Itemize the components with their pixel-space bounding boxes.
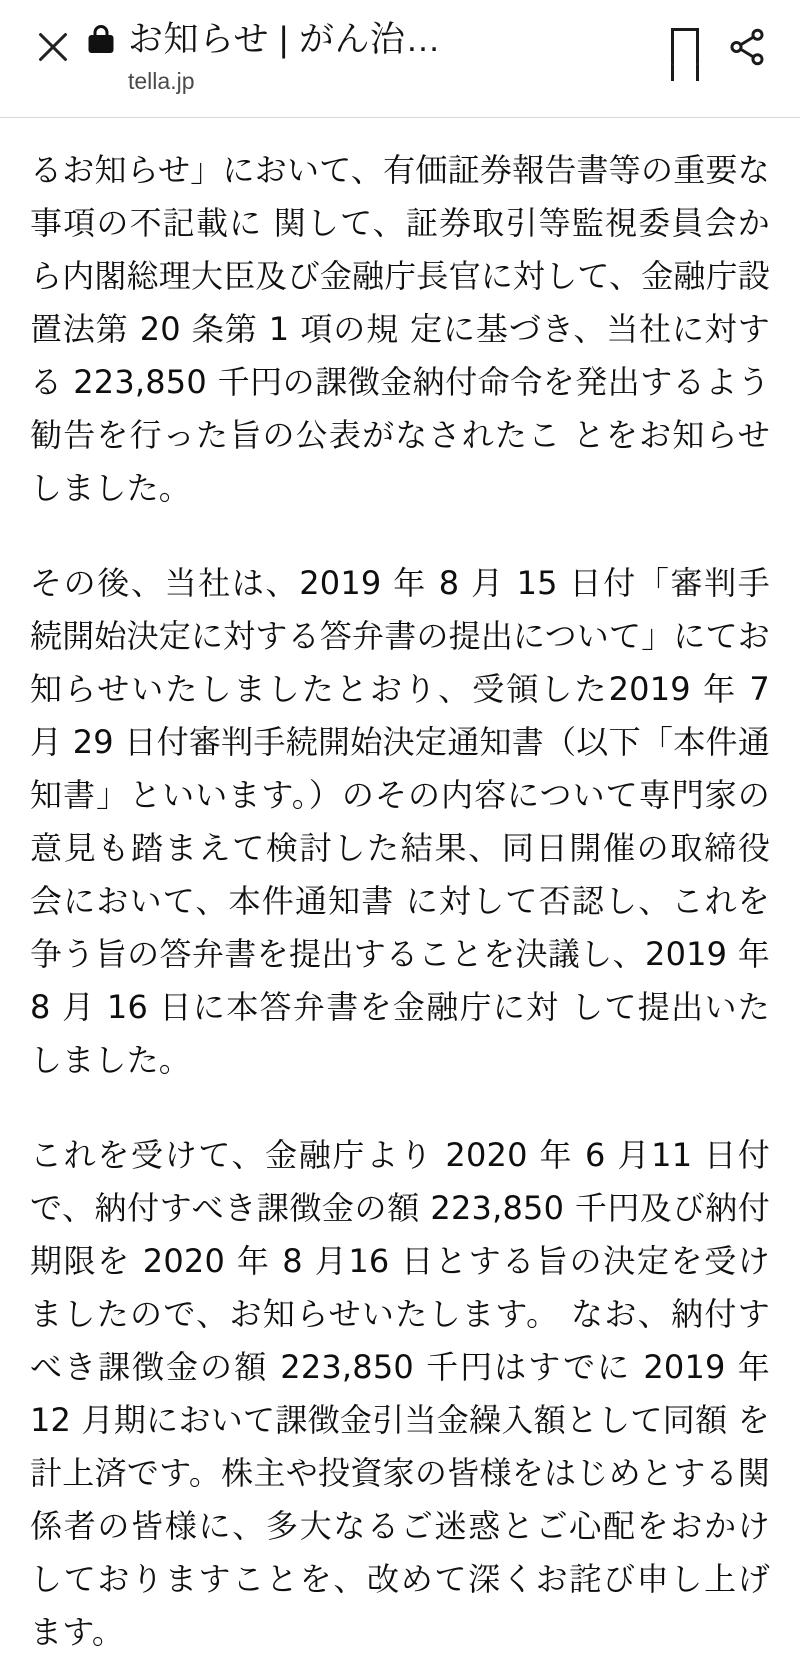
article-paragraph: これを受けて、金融庁より 2020 年 6 月11 日付で、納付すべき課徴金の額 223,850 千円及び納付期限を 2020 年 8 月16 日とする旨の決定を受けましたので、お知らせいたします。 なお、納付すべき課徴金の額 223,850 千円はすでに 2019 年12 月期において課徴金引当金繰入額として同額 を計上済です。株主や投資家の皆様をはじめとする関係者の皆様に、多大なるご迷惑とご心配をおかけしておりますことを、改めて深くお詫び申し上げます。 [30,1136,770,1651]
article-paragraph: るお知らせ」において、有価証券報告書等の重要な事項の不記載に 関して、証券取引等監視委員会から内閣総理大臣及び金融庁長官に対して、金融庁設置法第 20 条第 1 項の規 定に基づき、当社に対する 223,850 千円の課徴金納付命令を発出するよう勧告を行った旨の公表がなされたこ とをお知らせしました。 [30,151,770,507]
lock-icon [88,25,114,55]
article-content [0,118,800,1659]
address-area[interactable] [84,16,654,96]
close-icon [36,30,70,64]
title-row [88,18,441,62]
article-paragraph: その後、当社は、2019 年 8 月 15 日付「審判手続開始決定に対する答弁書の提出について」にてお知らせいたしましたとおり、受領した2019 年 7 月 29 日付審判手続開始決定通知書（以下「本件通知書」といいます。）のその内容について専門家の意見も踏まえて検討した結果、同日開催の取締役会において、本件通知書 に対して否認し、これを争う旨の答弁書を提出することを決議し、2019 年 8 月 16 日に本答弁書を金融庁に対 して提出いたしました。 [30,564,770,1079]
bookmark-icon [671,28,699,66]
page-url: tella.jp [128,68,195,94]
bookmark-button[interactable] [654,16,716,78]
browser-top-bar [0,0,800,118]
page-title: お知らせ | がん治… [128,20,441,59]
close-button[interactable] [22,16,84,78]
share-button[interactable] [716,16,778,78]
share-icon [726,26,768,68]
